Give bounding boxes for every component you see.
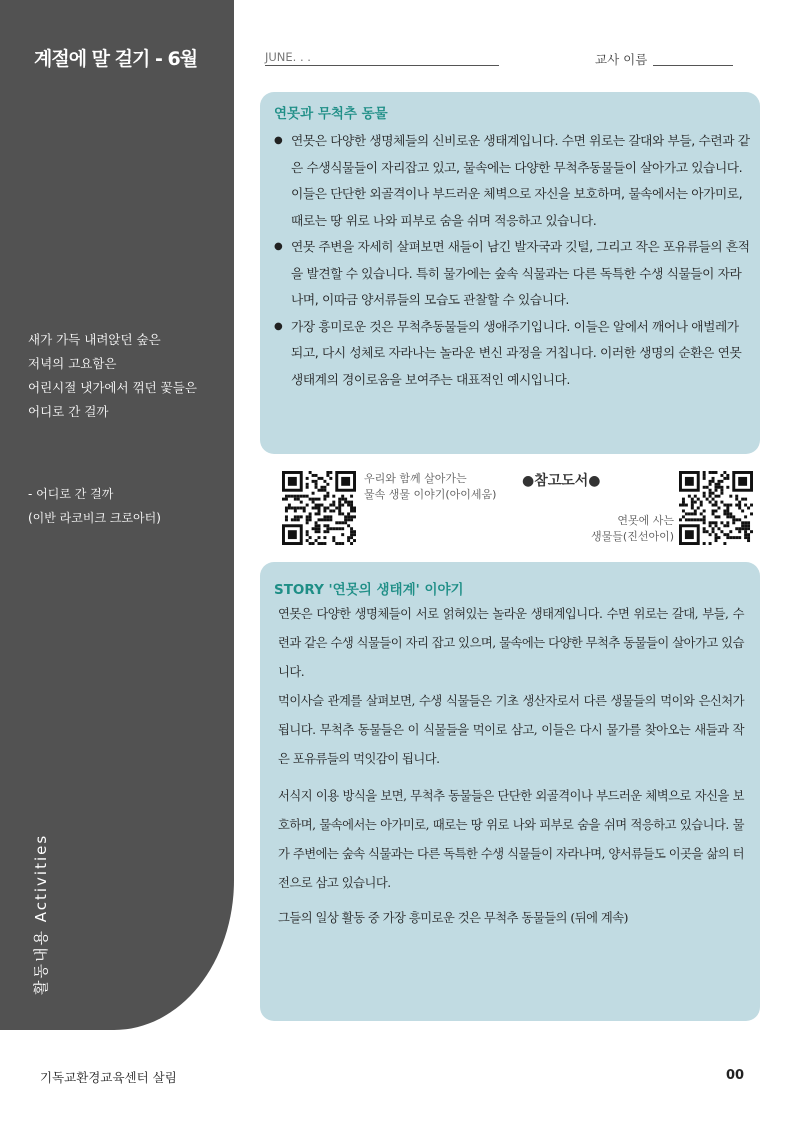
- poem-line: 어디로 간 걸까: [28, 404, 109, 419]
- pond-invertebrates-box: [260, 92, 760, 454]
- teacher-name-line: [653, 65, 733, 66]
- reference-book2: [591, 513, 674, 545]
- poem-quote: [28, 328, 197, 424]
- qr-code-book2[interactable]: [679, 471, 753, 545]
- reference-book1: [364, 471, 496, 503]
- page-title: 계절에 말 걸기 - 6월: [34, 48, 198, 70]
- list-item: ● 연못은 다양한 생명체들의 신비로운 생태계입니다. 수면 위로는 갈대와 부들, 수련과 같은 수생식물들이 자리잡고 있고, 물속에는 다양한 무척추동물들이 살아가고 있습니다. 이들은 단단한 외골격이나 부드러운 체벽으로 자신을 보호하며, 물속에서는 아가미로, 때로는 땅 위로 나와 피부로 숨을 쉬며 적응하고 있습니다.: [274, 128, 752, 234]
- reference-book1-line: 우리와 함께 살아가는: [364, 472, 467, 485]
- story-paragraph: 먹이사슬 관계를 살펴보면, 수생 식물들은 기초 생산자로서 다른 생물들의 먹이와 은신처가 됩니다. 무척추 동물들은 이 식물들을 먹이로 삼고, 이들은 다시 물가를 찾아오는 새들과 작은 포유류들의 먹잇감이 됩니다.: [278, 694, 744, 766]
- story-box: [260, 562, 760, 1021]
- poem-line: 어린시절 냇가에서 꺾던 꽃들은: [28, 380, 197, 395]
- poem-line: 저녁의 고요함은: [28, 356, 117, 371]
- bullet-list: [274, 128, 752, 393]
- teacher-name-field: [595, 50, 733, 68]
- story-text: [278, 600, 744, 933]
- story-title: STORY '연못의 생태계' 이야기: [274, 582, 464, 598]
- poem-source: [28, 482, 161, 530]
- reference-book2-line: 생물들(진선아이): [591, 530, 674, 543]
- sidebar-panel: [0, 0, 234, 1030]
- poem-source-title: - 어디로 간 걸까: [28, 487, 114, 501]
- teacher-label: 교사 이름: [595, 52, 648, 67]
- date-field: JUNE. . .: [265, 50, 499, 66]
- reference-book1-line: 물속 생물 이야기(아이세움): [364, 488, 497, 501]
- poem-line: 새가 가득 내려앉던 숲은: [28, 332, 161, 347]
- reference-book2-line: 연못에 사는: [617, 514, 674, 527]
- activities-vertical-label: 활동내용 Activities: [32, 833, 50, 995]
- poem-source-author: (이반 라코비크 크로아터): [28, 511, 161, 525]
- box-title: 연못과 무척추 동물: [274, 106, 388, 122]
- list-item: ● 가장 흥미로운 것은 무척추동물들의 생애주기입니다. 이들은 알에서 깨어나 애벌레가 되고, 다시 성체로 자라나는 놀라운 변신 과정을 거칩니다. 이러한 생명의 순환은 연못 생태계의 경이로움을 보여주는 대표적인 예시입니다.: [274, 314, 752, 394]
- story-paragraph: 서식지 이용 방식을 보면, 무척추 동물들은 단단한 외골격이나 부드러운 체벽으로 자신을 보호하며, 물속에서는 아가미로, 때로는 땅 위로 나와 피부로 숨을 쉬며 적응하고 있습니다. 물가 주변에는 숲속 식물과는 다른 독특한 수생 식물들이 자라나며, 양서류들도 이곳을 삶의 터전으로 삼고 있습니다.: [278, 789, 744, 890]
- footer-organization: 기독교환경교육센터 살림: [40, 1070, 177, 1085]
- story-paragraph: 연못은 다양한 생명체들이 서로 얽혀있는 놀라운 생태계입니다. 수면 위로는 갈대, 부들, 수련과 같은 수생 식물들이 자리 잡고 있으며, 물속에는 다양한 무척추 동물들이 살아가고 있습니다.: [278, 607, 744, 679]
- page-number: 00: [726, 1068, 745, 1083]
- list-item: ● 연못 주변을 자세히 살펴보면 새들이 남긴 발자국과 깃털, 그리고 작은 포유류들의 흔적을 발견할 수 있습니다. 특히 물가에는 숲속 식물과는 다른 독특한 수생 식물들이 자라나며, 이따금 양서류들의 모습도 관찰할 수 있습니다.: [274, 234, 752, 314]
- qr-code-book1[interactable]: [282, 471, 356, 545]
- story-paragraph: 그들의 일상 활동 중 가장 흥미로운 것은 무척추 동물들의 (뒤에 계속): [278, 911, 628, 925]
- references-title: ●참고도서●: [522, 473, 601, 489]
